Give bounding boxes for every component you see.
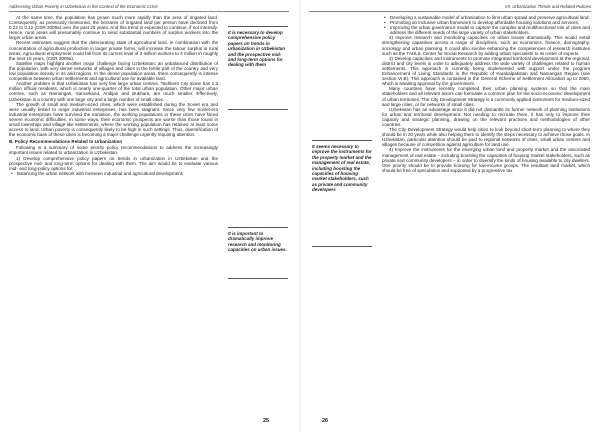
sidenote-rule [228,278,288,279]
sidenote-3: It seems necessary to improve the instruments for the property market and the management of real estate, including boosting the capacities of housing market stakeholders, such as private and community developers [312,144,372,193]
section-heading: B. Policy Recommendations Related to Urbanization [9,139,123,145]
right-main-column [382,15,590,173]
left-main-column [9,15,218,176]
paragraph: Many countries have recently completed their urban planning systems so that the main stakeholders and all relevant actors can formulate a common plan for the socio-economic development of urban territories. The City Development Strategy is a commonly applied instrument for medium-sized and large cities, or for networks of small cities. [382,86,590,107]
bullet-item: • Promoting an inclusive urban framework to develop affordable housing solutions and services; [382,20,590,25]
paragraph: Following is a summary of some priority policy recommendations to address the increasingly important issues related to urbanization in Uzbekistan. [9,145,218,156]
running-header-right: VII. Urbanization Trends and Related Policies [504,4,591,9]
paragraph: 1) Develop comprehensive policy papers on trends in urbanization in Uzbekistan and the prospective mid- and long-term options for dealing with them. The aim would be to evaluate various mid- and long-policy options for: [9,155,218,171]
running-header-left: Addressing Urban Poverty in Uzbekistan in the Context of the Economic Crisis [9,4,158,9]
paragraph: Uzbekistan has an advantage since it did not dismantle its former network of planning institutions for urban and territorial development. Not needing to recreate them, it has only to improve their capacity and strategic planning, drawing on the relevant practices and methodologies of other countries. [382,106,590,127]
paragraph: The City Development Strategy would help cities to look beyond short-term planning to where they should be in 20 years while also helping them to identify the steps necessary to achieve those goals. In Uzbekistan, particular attention should be paid to regional networks of cities, small urban centers and villages because of competition against agriculture for land use. [382,127,590,148]
header-rule [9,11,289,12]
right-page [300,0,600,432]
paragraph: 2) Improve research and monitoring capacities on urban issues dramatically. This would entail strengthening capacities across a range of disciplines, such as economics, finance, demography, sociology and urban planning. It could also involve enhancing the competencies of research institutes such as the TAHLIL Center for Social Research by adding urban specialists to its roster of experts. [382,35,590,56]
paragraph: 4) Improve the instruments for the emerging urban land and property market and the associated management of real estate – including boosting the capacities of housing market stakeholders, such as private and community developers – in order to diversify the kinds of housing available to city dwellers. One priority should be to provide housing for low-income groups. The resultant land market, which should be free of speculation and supported by a progressive tax [382,147,590,173]
sidenote-rule [228,227,288,228]
sidenote-rule [228,109,288,110]
sidenote-rule [228,26,288,27]
paragraph: 3) Develop capacities and instruments to promote integrated territorial development at the regional, district and city levels in order to adequately address the wide variety of challenges related to human settlements. This approach is currently being implemented with support under the program Enhancement of Living Standards in the Republic of Karakalpakstan and Namangan Region (see section VI.B). This approach is contained in the General Scheme of Settlement Allocation up to 2050, which is awaiting approval by the government. [382,55,590,87]
sidenote-rule [312,140,372,141]
sidenote-rule [312,246,372,247]
header-rule [309,11,591,12]
sidenote-2: It is important to dramatically improve research and monitoring capacities on urban issues. [228,231,287,253]
paragraph: At the same time, the population has grown much more rapidly than the area of irrigated land. Consequently, as previously mentioned, the hectares of irrigated land per person have declined from 0.22 to 0.12 (CER 2009a) over the past 25 years. And this trend is expected to continue, if not intensify. Hence, rural areas will presumably continue to send substantial numbers of surplus workers into the larger urban areas. [9,15,218,41]
paragraph: The growth of small and medium-sized cities, which were established during the Soviet era and were usually linked to major industrial enterprises, has been stagnant. Since very few Soviet-era industrial enterprises have survived the transition, the working populations in these cities have faced severe economic difficulties. In some ways, their economic prospects are worse than those found in small townships and village-like settlements, where the working population has retained at least some access to land. Urban poverty is consequently likely to be high in such settings. Thus, diversification of the economic base of these cities is becoming a major challenge urgently requiring attention. [9,101,218,138]
paragraph: Another problem is that Uzbekistan has very few large urban centres. Tashkent City alone has 2.3 million official residents, which is nearly one-quarter of the total urban population. Other major urban centres, such as Namangan, Samarkand, Andijan and Bukhara, are much smaller. Effectively, Uzbekistan is a country with one large city and a large number of small cities. [9,81,218,102]
paragraph: Satellite maps highlight another major challenge facing Uzbekistan: an unbalanced distribution of the population, with very dense networks of villages and cities in the fertile part of the country and very low population density in its arid regions. In the dense population areas, there consequently is intense competition between urban settlements and agricultural use for available land. [9,60,218,82]
paragraph: Recent estimates suggest that the deteriorating state of agricultural land, in combination with the concentration of agricultural production in larger private farms, will increase the labour surplus in rural areas. Agricultural employment could fall from its current level of 3 million workers to 2 million in roughly the next 15 years, (CER 2009a). [9,40,218,61]
bullet-item: • Balancing the urban network with foreseen industrial and agricultural development; [9,171,218,176]
page-number: 25 [263,418,270,424]
bullet-item: • Improving the urban governance model to capture the complex and multifunctional role of cities and address the different needs of the large variety of urban stakeholders. [382,25,590,35]
page-number: 26 [322,418,329,424]
sidenote-1: It is necessary to develop comprehensive policy papers on trends in urbanization in Uzbekistan and the prospective mid- and long-term options for dealing with them [228,30,286,68]
bullet-item: • Developing a sustainable model of urbanisation to limit urban sprawl and preserve agricultural land; [382,15,590,20]
